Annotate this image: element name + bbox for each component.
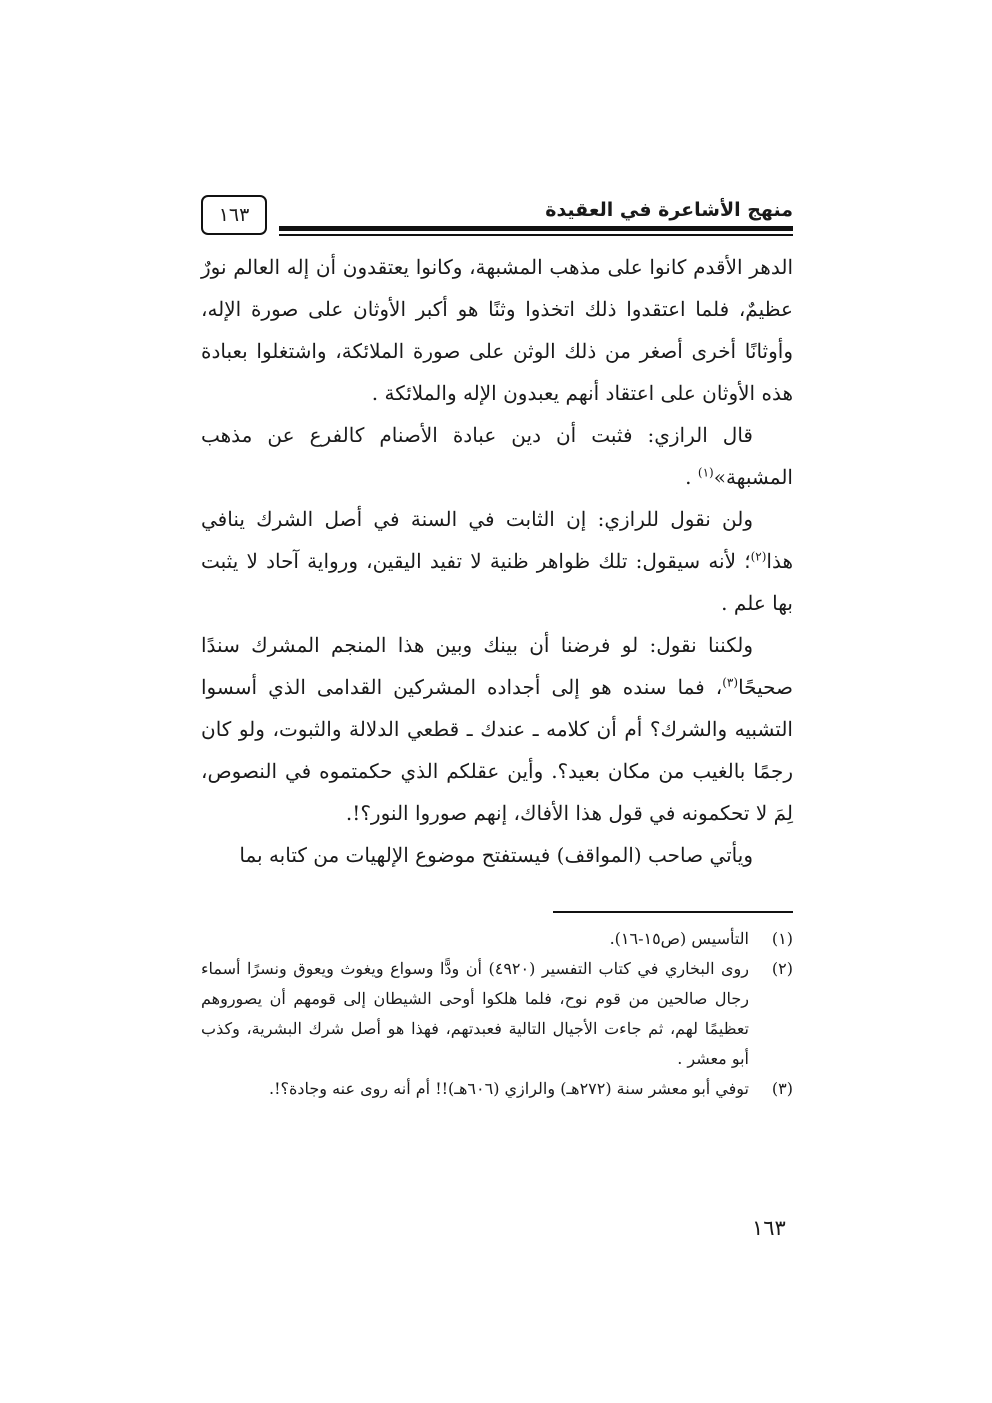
paragraph-4 (201, 624, 793, 834)
header-rule-thick (279, 226, 793, 231)
footnote-text: توفي أبو معشر سنة (٢٧٢هـ) والرازي (٦٠٦هـ)!! أم أنه روى عنه وجادة؟!. (269, 1079, 749, 1098)
footnote-ref-2[interactable]: (٢) (750, 549, 767, 564)
main-text (201, 246, 793, 876)
footnote-2 (201, 954, 793, 1074)
footnote-text: روى البخاري في كتاب التفسير (٤٩٢٠) أن ودًّا وسواع ويغوث ويعوق ونسرًا أسماء رجال صالحين من قوم نوح، فلما هلكوا أوحى الشيطان إلى قومهم أن يصوروهم تعظيمًا لهم، ثم جاءت الأجيال التالية فعبدتهم، فهذا هو أصل شرك البشرية، وكذب أبو معشر . (201, 959, 749, 1068)
footnote-text: التأسيس (ص١٥-١٦). (609, 929, 749, 948)
footnotes (201, 924, 793, 1104)
footnote-number: (٢) (771, 959, 793, 978)
footnote-separator (553, 911, 793, 913)
header-page-number-box (201, 195, 267, 235)
paragraph-3-text-a: ولن نقول للرازي: إن الثابت في السنة في أصل الشرك ينافي هذا (201, 507, 793, 573)
paragraph-4-text-a: ولكننا نقول: لو فرضنا أن بينك وبين هذا المنجم المشرك سندًا صحيحًا (201, 633, 793, 699)
footnote-number: (١) (771, 929, 793, 948)
paragraph-2 (201, 414, 793, 498)
footnote-ref-3[interactable]: (٣) (722, 675, 739, 690)
footnote-number: (٣) (771, 1079, 793, 1098)
footnote-1 (201, 924, 793, 954)
page-header (201, 195, 793, 245)
paragraph-1: الدهر الأقدم كانوا على مذهب المشبهة، وكانوا يعتقدون أن إله العالم نورٌ عظيمٌ، فلما اعتقدوا ذلك اتخذوا وثنًا هو أكبر الأوثان على صورة الإله، وأوثانًا أخرى أصغر من ذلك الوثن على صورة الملائكة، واشتغلوا بعبادة هذه الأوثان على اعتقاد أنهم يعبدون الإله والملائكة . (201, 255, 794, 405)
paragraph-3 (201, 498, 793, 624)
footnote-ref-1[interactable]: (١) (697, 465, 714, 480)
running-title: منهج الأشاعرة في العقيدة (545, 199, 793, 221)
paragraph-5: ويأتي صاحب (المواقف) فيستفتح موضوع الإلهيات من كتابه بما (239, 843, 753, 867)
paragraph-4-text-b: ، فما سنده هو إلى أجداده المشركين القدامى الذي أسسوا التشبيه والشرك؟ أم أن كلامه ـ عندك ـ قطعي الدلالة والثبوت، ولو كان رجمًا بالغيب من مكان بعيد؟. وأين عقلكم الذي حكمتموه في النصوص، لِمَ لا تحكمونه في قول هذا الأفاك، إنهم صوروا النور؟!. (201, 675, 793, 825)
header-rule-thin (279, 234, 793, 236)
page-number-footer: ١٦٣ (752, 1216, 786, 1240)
footnote-3 (201, 1074, 793, 1104)
paragraph-3-text-b: ؛ لأنه سيقول: تلك ظواهر ظنية لا تفيد اليقين، ورواية آحاد لا يثبت بها علم . (201, 549, 793, 615)
paragraph-2-text: قال الرازي: فثبت أن دين عبادة الأصنام كالفرع عن مذهب المشبهة» (201, 423, 793, 489)
header-page-number: ١٦٣ (218, 204, 250, 226)
paragraph-2-end: . (685, 465, 698, 489)
